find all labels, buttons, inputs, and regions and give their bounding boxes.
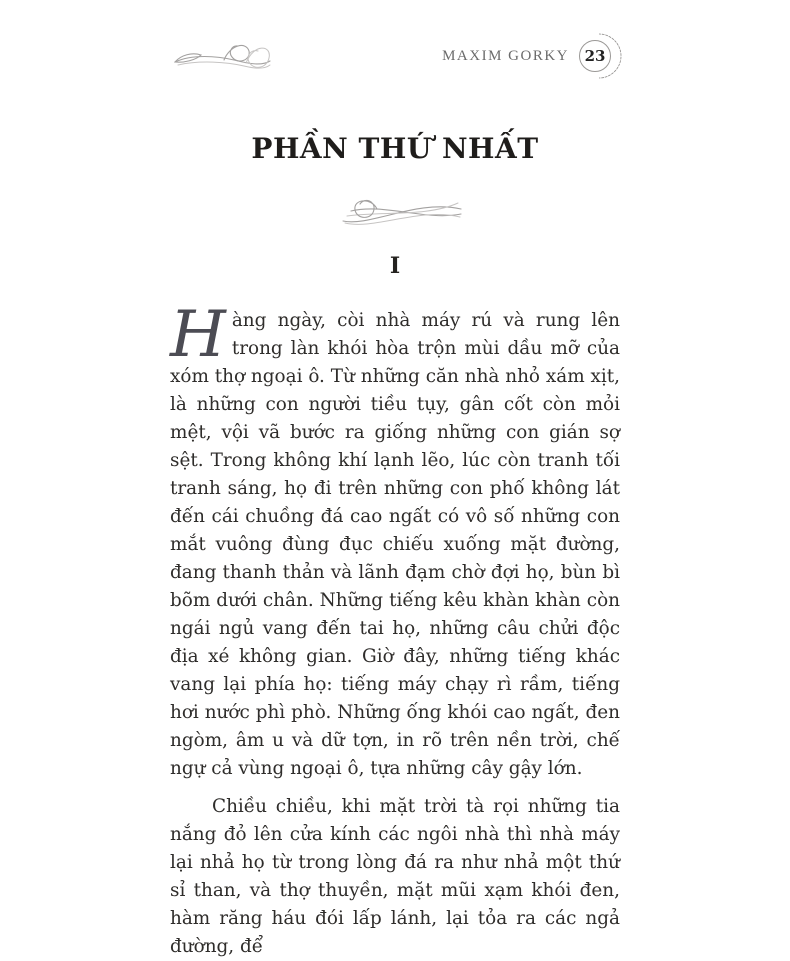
paragraph-1-text: àng ngày, còi nhà máy rú và rung lên trong làn khói hòa trộn mùi dầu mỡ của xóm thợ ngoại ô. Từ những căn nhà nhỏ xám xịt, là những con người tiều tụy, gân cốt còn mỏi mệt, vội vã bước ra giống những con gián sợ sệt. Trong không khí lạnh lẽo, lúc còn tranh tối tranh sáng, họ đi trên những con phố không lát đến cái chuồng đá cao ngất có vô số những con mắt vuông đùng đục chiếu xuống mặt đường, đang thanh thản và lãnh đạm chờ đợi họ, bùn bì bõm dưới chân. Những tiếng kêu khàn khàn còn ngái ngủ vang đến tai họ, những câu chửi độc địa xé không gian. Giờ đây, những tiếng khác vang lại phía họ: tiếng máy chạy rì rầm, tiếng hơi nước phì phò. Những ống khói cao ngất, đen ngòm, âm u và dữ tợn, in rõ trên nền trời, chế ngự cả vùng ngoại ô, tựa những cây gậy lớn. [170, 310, 620, 779]
page-number: 23 [584, 47, 606, 65]
flourish-swirl-icon [172, 33, 272, 79]
page-number-badge [576, 33, 622, 79]
paragraph-2: Chiều chiều, khi mặt trời tà rọi những tia nắng đỏ lên cửa kính các ngôi nhà thì nhà máy lại nhả họ từ trong lòng đá ra như nhả một thứ sỉ than, và thợ thuyền, mặt mũi xạm khói đen, hàm răng háu đói lấp lánh, lại tỏa ra các ngả đường, để [170, 796, 620, 957]
part-title: PHẦN THỨ NHẤT [251, 132, 539, 165]
page-header [172, 32, 622, 80]
running-head-author: MAXIM GORKY [442, 47, 569, 64]
divider-flourish [0, 187, 790, 239]
paragraph-1 [170, 298, 620, 783]
book-page [0, 32, 790, 957]
body-text [170, 298, 620, 961]
flourish-swirl-icon [325, 187, 465, 239]
running-head-group [442, 33, 622, 79]
drop-cap: H [170, 298, 226, 372]
chapter-numeral: I [389, 253, 401, 279]
